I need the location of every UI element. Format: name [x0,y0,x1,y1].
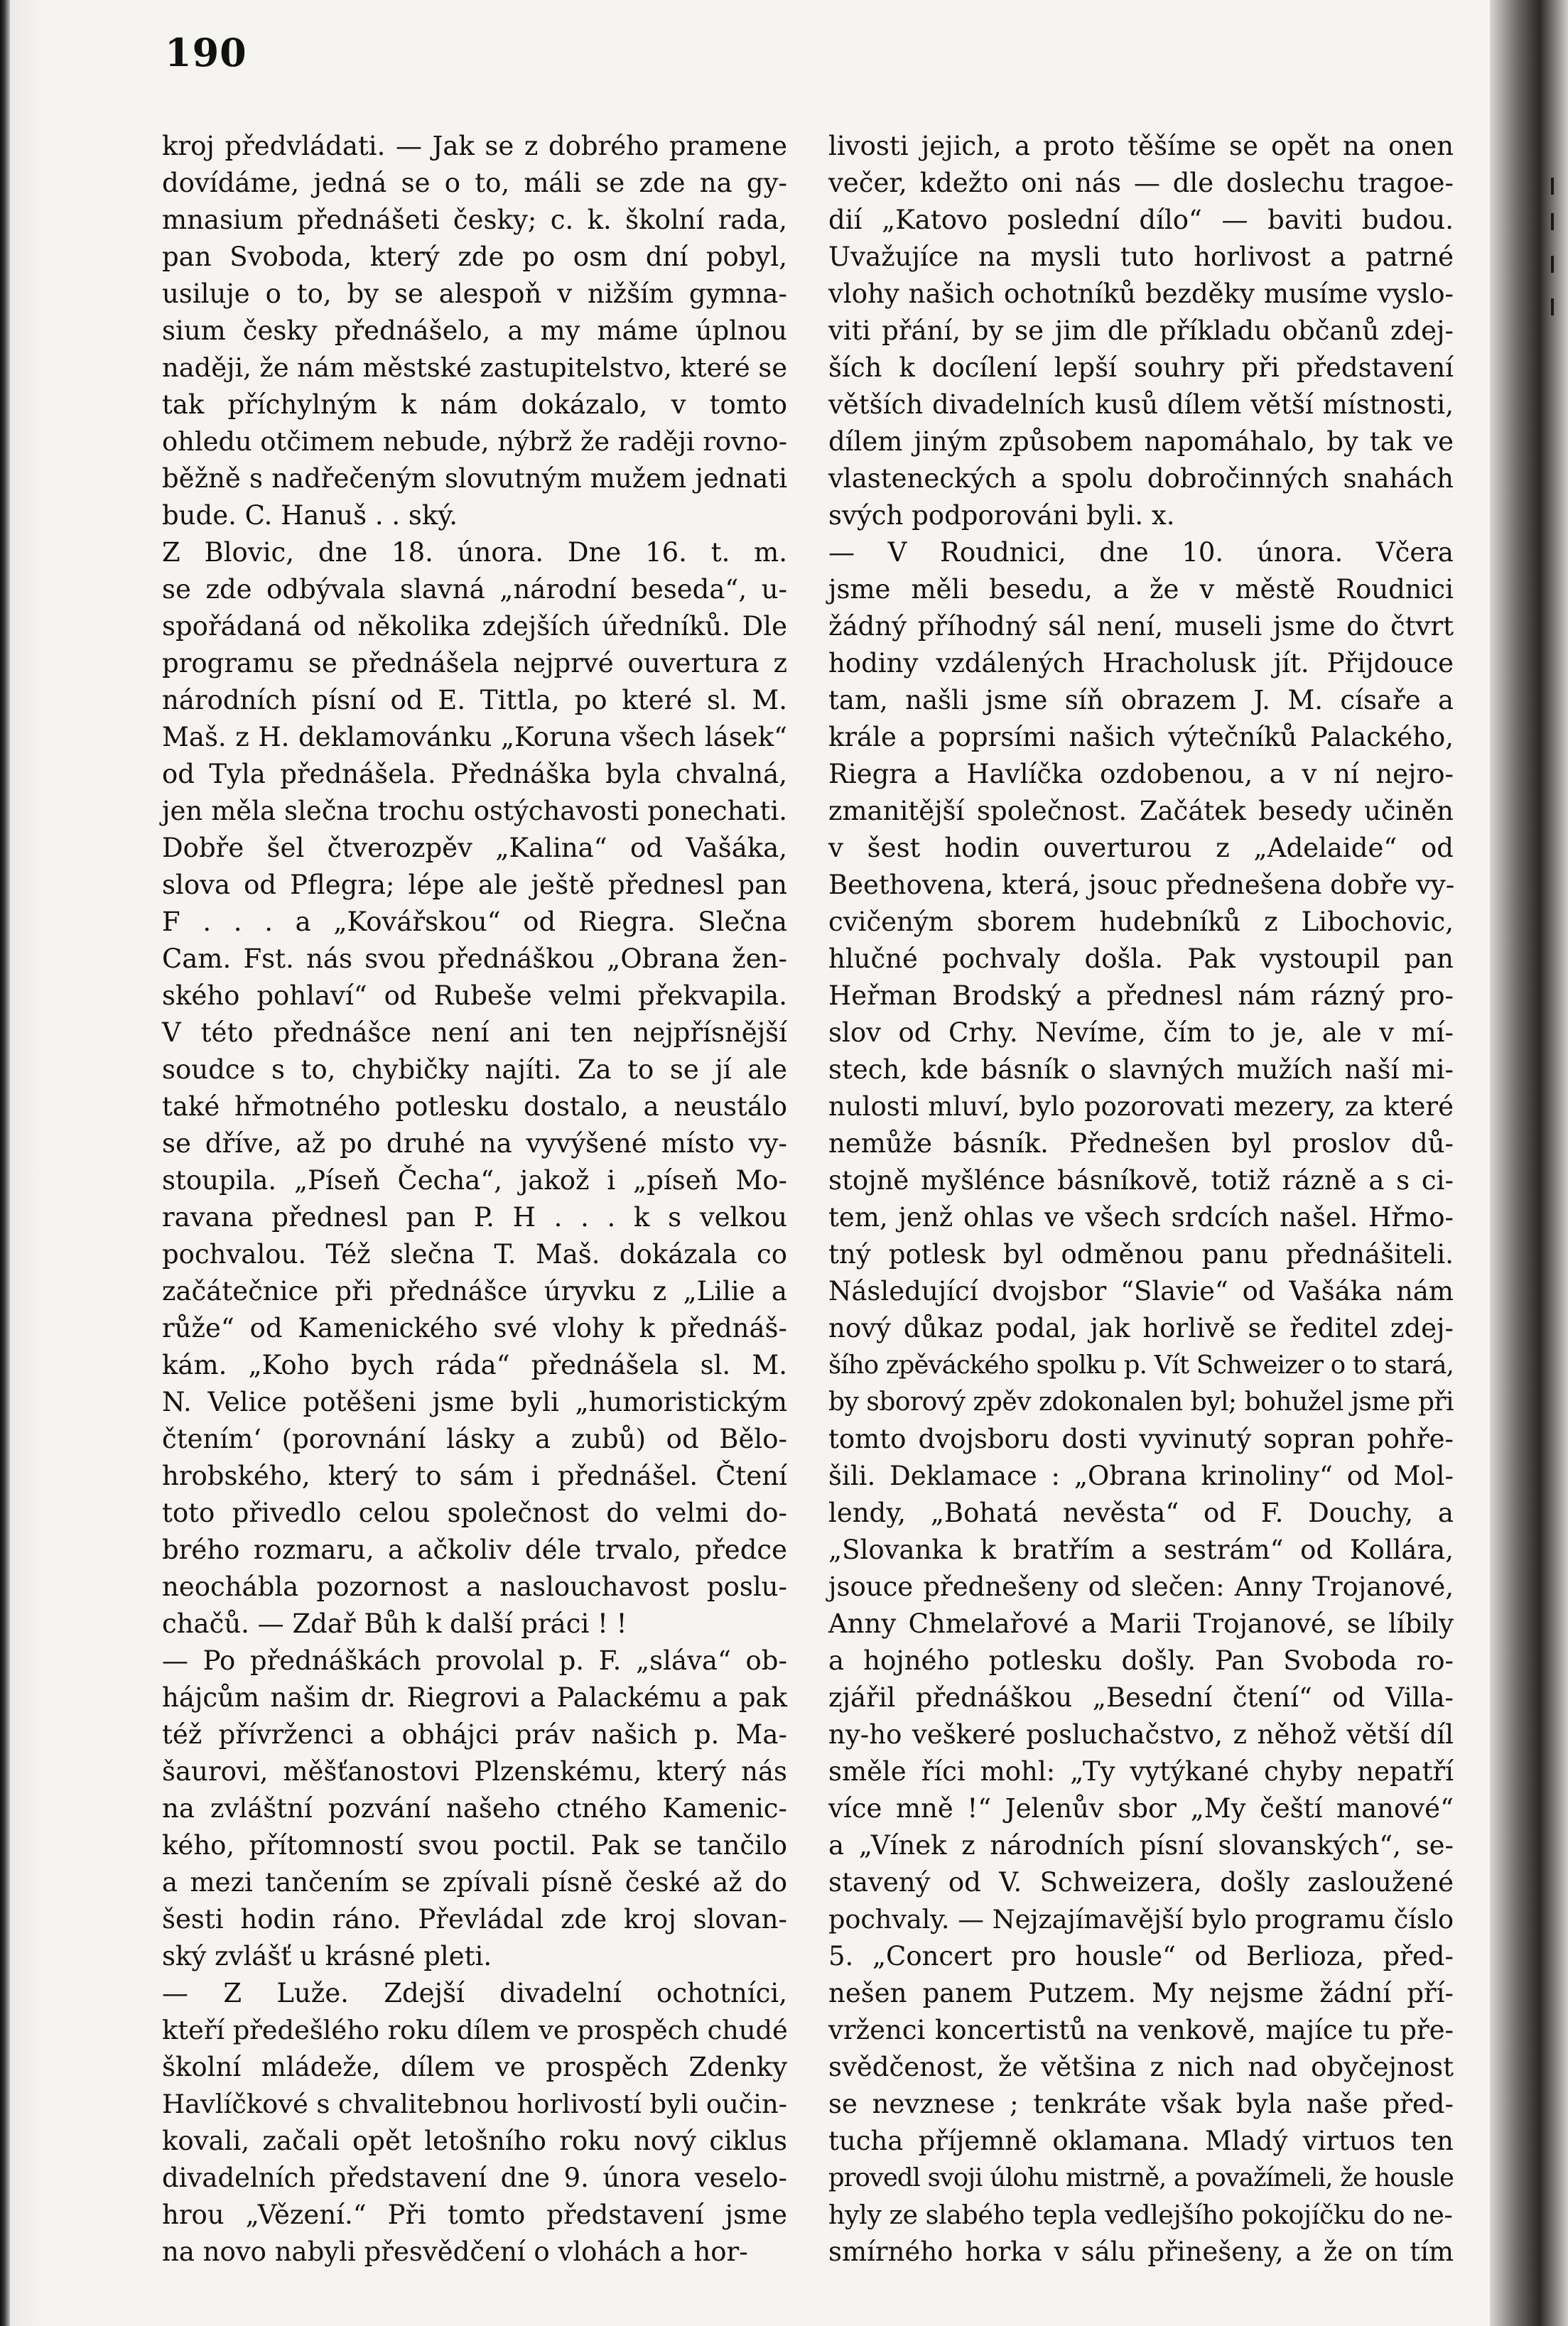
text-line: brého rozmaru, a ačkoliv déle trvalo, předce [162,1535,787,1565]
text-line: sium česky přednášelo, a my máme úplnou [162,315,787,346]
text-line: větších divadelních kusů dílem větší místnosti, [828,389,1454,420]
text-line: dií „Katovo poslední dílo“ — baviti budou. [828,205,1454,235]
text-line: toto přivedlo celou společnost do velmi do- [162,1498,787,1528]
text-line: také hřmotného potlesku dostalo, a neustálo [162,1091,787,1122]
text-line: smírného horka v sálu přinešeny, a že on tím [828,2236,1454,2267]
text-line: ohledu otčimem nebude, nýbrž že raději rovno- [162,426,788,457]
text-line: N. Velice potěšeni jsme byli „humoristickým [162,1387,787,1417]
text-line: Z Blovic, dne 18. února. Dne 16. t. m. [162,537,787,568]
text-line: usiluje o to, by se alespoň v nižším gymna- [162,278,787,309]
text-line: na novo nabyli přesvědčení o vlohách a hor- [162,2236,748,2267]
edge-mark [1551,298,1554,315]
text-line: kteří předešlého roku dílem ve prospěch chudé [162,2015,788,2045]
text-line: šili. Deklamace : „Obrana krinoliny“ od Mol- [828,1461,1454,1491]
text-line: hájcům našim dr. Riegrovi a Palackému a pak [162,1682,787,1713]
text-line: ny-ho veškeré posluchačstvo, z něhož větší díl [828,1719,1454,1750]
text-line: šího zpěváckého spolku p. Vít Schweizer o to stará, [828,1351,1454,1380]
text-line: na zvláštní pozvání našeho ctného Kamenic- [162,1793,787,1824]
text-line: ravana přednesl pan P. H . . . k s velkou [162,1202,787,1233]
text-line: se nevznese ; tenkráte však byla naše před- [828,2089,1454,2119]
text-line: večer, kdežto oni nás — dle doslechu tragoe- [828,168,1454,198]
text-line: dílem jiným způsobem napomáhalo, by tak ve [828,426,1454,457]
text-line: žádný příhodný sál není, museli jsme do čtvrt [828,611,1454,642]
text-line: zjářil přednáškou „Besední čtení“ od Villa- [828,1682,1454,1713]
text-line: hodiny vzdálených Hracholusk jít. Přijdouce [828,648,1454,678]
text-line: hyly ze slabého tepla vedlejšího pokojíčku do ne- [828,2200,1453,2230]
text-line: — Po přednáškách provolal p. F. „sláva“ ob- [162,1645,787,1676]
text-line: slov od Crhy. Nevíme, čím to je, ale v mí- [828,1017,1454,1048]
text-line: — Z Luže. Zdejší divadelní ochotníci, [162,1978,787,2008]
text-line: kroj předvládati. — Jak se z dobrého pramene [162,131,787,161]
text-line: nemůže básník. Přednešen byl proslov dů- [828,1128,1454,1159]
text-line: pochvalou. Též slečna T. Maš. dokázala co [162,1239,787,1270]
text-line: slova od Pflegra; lépe ale ještě přednesl pan [162,870,787,900]
page-number: 190 [165,30,247,75]
text-line: začátečnice při přednášce úryvku z „Lilie a [162,1276,787,1307]
text-line: cvičeným sborem hudebníků z Libochovic, [828,907,1454,937]
text-line: naději, že nám městské zastupitelstvo, které se [162,352,787,383]
text-line: ších k docílení lepší souhry při představení [828,352,1454,383]
text-line: ského pohlaví“ od Rubeše velmi překvapila. [162,980,787,1011]
text-line: jen měla slečna trochu ostýchavosti ponechati. [162,796,787,826]
text-line: vlohy našich ochotníků bezděky musíme vyslo- [828,278,1454,309]
text-line: nový důkaz podal, jak horlivě se ředitel zdej- [828,1313,1454,1343]
text-line: neochábla pozornost a naslouchavost poslu- [162,1572,787,1602]
text-line: — V Roudnici, dne 10. února. Včera [828,537,1454,568]
text-line: kám. „Koho bych ráda“ přednášela sl. M. [162,1350,787,1380]
text-line: ský zvlášť u krásné pleti. [162,1941,492,1971]
text-line: tucha příjemně oklamana. Mladý virtuos ten [828,2126,1454,2156]
text-line: Havlíčkové s chvalitebnou horlivostí byli oučin- [162,2089,788,2119]
text-line: tomto dvojsboru dosti vyvinutý sopran pohře- [828,1424,1454,1454]
text-line: pan Svoboda, který zde po osm dní pobyl, [162,242,787,272]
text-line: Uvažujíce na mysli tuto horlivost a patrné [828,242,1454,272]
text-line: tný potlesk byl odměnou panu přednášiteli. [828,1239,1454,1270]
text-line: 5. „Concert pro housle“ od Berlioza, před- [828,1941,1454,1971]
text-line: provedl svoji úlohu mistrně, a považímeli, že housle [828,2163,1454,2192]
text-line: nešen panem Putzem. My nejsme žádní pří- [828,1978,1454,2008]
text-line: hrou „Vězení.“ Při tomto představení jsme [162,2200,787,2230]
page-binding-edge [0,0,10,2326]
text-line: tak příchylným k nám dokázalo, v tomto [162,389,787,420]
text-line: stech, kde básník o slavných mužích naší mi- [828,1054,1454,1085]
text-line: od Tyla přednášela. Přednáška byla chvalná, [162,759,787,789]
page-outer-edge [1490,0,1568,2326]
text-line: šesti hodin ráno. Převládal zde kroj slovan- [162,1904,787,1935]
text-line: pochvaly. — Nejzajímavější bylo programu číslo [828,1904,1454,1935]
text-line: krále a poprsími našich výtečníků Palackého, [828,722,1454,752]
text-line: kého, přítomností svou poctil. Pak se tančilo [162,1830,787,1861]
text-line: Heřman Brodský a přednesl nám rázný pro- [828,980,1454,1011]
text-line: F . . . a „Kovářskou“ od Riegra. Slečna [162,907,787,937]
text-line: vlasteneckých a spolu dobročinných snahách [828,463,1454,494]
text-line: soudce s to, chybičky najíti. Za to se jí ale [162,1054,787,1085]
text-line: nulosti mluví, bylo pozorovati mezery, za které [828,1091,1454,1122]
text-line: svědčenost, že většina z nich nad obyčejnost [828,2052,1454,2082]
text-line: se dříve, až po druhé na vyvýšené místo vy- [162,1128,787,1159]
text-line: se zde odbývala slavná „národní beseda“, u- [162,574,787,605]
text-line: národních písní od E. Tittla, po které sl. M. [162,685,787,715]
text-line: bude. C. Hanuš . . ský. [162,500,458,531]
text-line: divadelních představení dne 9. února veselo- [162,2163,787,2193]
text-line: a „Vínek z národních písní slovanských“, se- [828,1830,1454,1861]
text-line: V této přednášce není ani ten nejpřísnější [162,1017,787,1048]
edge-mark [1551,256,1554,273]
text-line: v šest hodin ouverturou z „Adelaide“ od [828,833,1454,863]
text-line: Cam. Fst. nás svou přednáškou „Obrana žen- [162,943,787,974]
text-line: livosti jejich, a proto těšíme se opět na onen [828,131,1454,161]
text-line: tem, jenž ohlas ve všech srdcích našel. Hřmo- [828,1202,1454,1233]
text-line: šaurovi, měšťanostovi Plzenskému, který nás [162,1756,787,1787]
text-line: stoupila. „Píseň Čecha“, jakož i „píseň Mo- [162,1165,787,1196]
text-line: Riegra a Havlíčka ozdobenou, a v ní nejro- [828,759,1454,789]
text-line: tam, našli jsme síň obrazem J. M. císaře a [828,685,1454,715]
text-line: chačů. — Zdař Bůh k další práci ! ! [162,1608,627,1639]
text-line: svých podporováni byli. x. [828,500,1175,531]
text-line: čtením‘ (porovnání lásky a zubů) od Bělo- [162,1424,787,1454]
text-line: Beethovena, která, jsouc přednešena dobře vy- [828,870,1455,900]
edge-mark [1551,178,1554,195]
text-line: a mezi tančením se zpívali písně české až do [162,1867,787,1898]
left-text-column [162,128,787,2271]
text-line: hlučné pochvaly došla. Pak vystoupil pan [828,943,1454,974]
text-line: vrženci koncertistů na venkově, majíce tu pře- [828,2015,1454,2045]
text-line: školní mládeže, dílem ve prospěch Zdenky [162,2052,787,2082]
text-line: viti přání, by se jim dle příkladu občanů zdej- [828,315,1454,346]
text-line: růže“ od Kamenického své vlohy k přednáš- [162,1313,787,1343]
text-line: běžně s nadřečeným slovutným mužem jednati [162,463,787,494]
text-line: jsouce přednešeny od slečen: Anny Trojanové, [828,1572,1454,1602]
text-line: hrobského, který to sám i přednášel. Čtení [162,1461,787,1491]
text-line: mnasium přednášeti česky; c. k. školní rada, [162,205,787,235]
text-line: programu se přednášela nejprvé ouvertura z [162,648,787,678]
text-line: stojně myšlénce básníkově, totiž rázně a s ci- [828,1165,1454,1196]
text-line: by sborový zpěv zdokonalen byl; bohužel jsme při [828,1388,1454,1417]
right-text-column [828,128,1454,2271]
text-line: stavený od V. Schweizera, došly zasloužené [828,1867,1454,1898]
text-line: kovali, začali opět letošního roku nový ciklus [162,2126,787,2156]
text-line: Následující dvojsbor “Slavie“ od Vašáka nám [828,1276,1454,1307]
text-line: dovídáme, jedná se o to, máli se zde na gy- [162,168,787,198]
text-line: lendy, „Bohatá nevěsta“ od F. Douchy, a [828,1498,1454,1528]
edge-mark [1551,213,1554,230]
text-line: Dobře šel čtverozpěv „Kalina“ od Vašáka, [162,833,787,863]
text-line: Anny Chmelařové a Marii Trojanové, se líbily [828,1608,1454,1639]
text-line: spořádaná od několika zdejších úředníků. Dle [162,611,787,642]
text-line: a hojného potlesku došly. Pan Svoboda ro- [828,1645,1454,1676]
text-line: více mně !“ Jelenův sbor „My čeští manové“ [828,1793,1454,1824]
text-line: jsme měli besedu, a že v městě Roudnici [828,574,1454,605]
text-line: Maš. z H. deklamovánku „Koruna všech lásek“ [162,722,787,752]
text-line: směle říci mohl: „Ty vytýkané chyby nepatří [828,1756,1454,1787]
text-line: „Slovanka k bratřím a sestrám“ od Kollára, [828,1535,1454,1565]
text-line: zmanitější společnost. Začátek besedy učiněn [828,796,1454,826]
text-line: též přívrženci a obhájci práv našich p. Ma- [162,1719,787,1750]
